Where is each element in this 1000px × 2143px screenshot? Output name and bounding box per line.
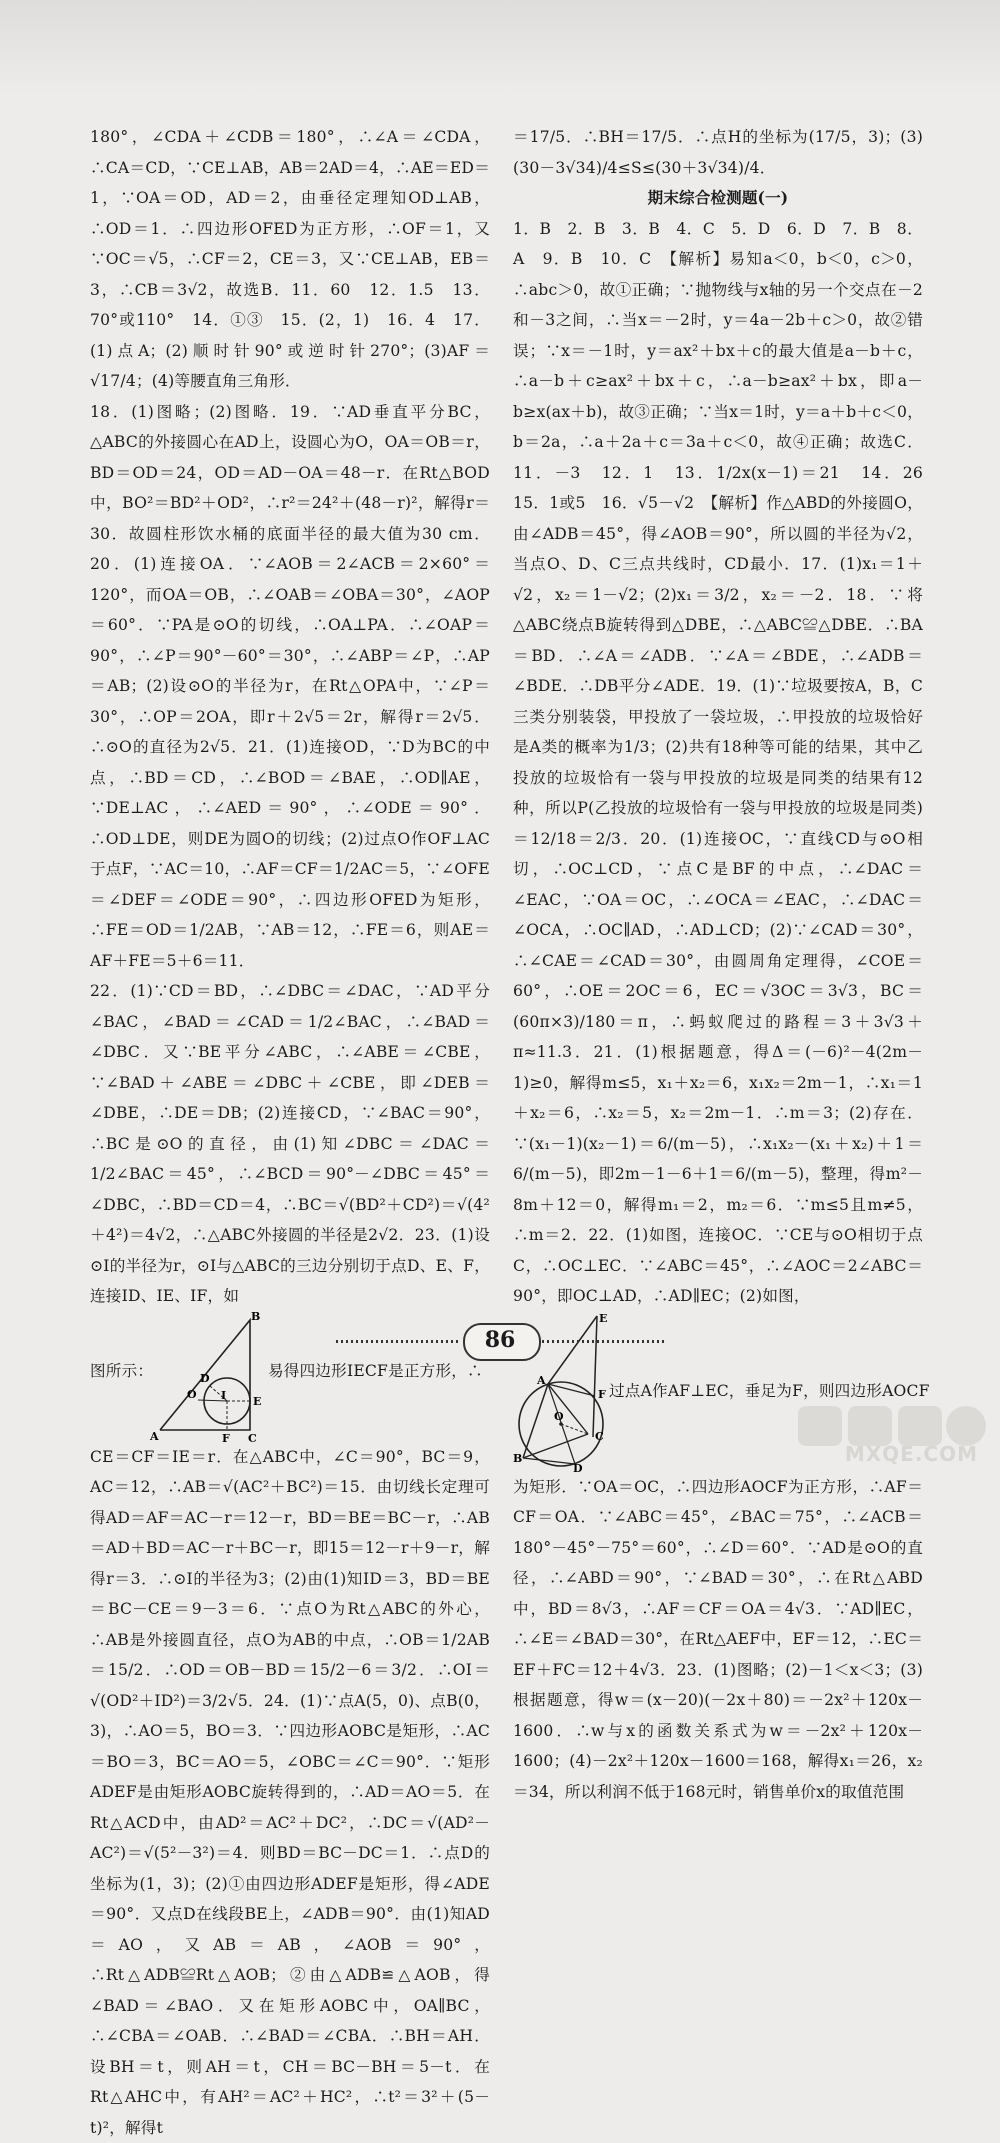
fig2-label-D: D — [573, 1462, 583, 1475]
section-heading: 期末综合检测题(一) — [513, 183, 923, 214]
fig1-label-E: E — [253, 1395, 262, 1408]
left-paragraph-1: 180°，∠CDA＋∠CDB＝180°，∴∠A＝∠CDA，∴CA＝CD，∵CE⊥AB，AB＝2AD＝4，∴AE＝ED＝1，∵OA＝OD，AD＝2，由垂径定理知OD⊥AB，∴OD＝1．∴四边形OFED为正方形，∴OF＝1，又∵OC＝√5，∴CF＝2，CE＝3，又∵CE⊥AB，EB＝3，∴CB＝3√2，故选B．11．60 12．1.5 13．70°或110° 14．①③ 15．(2，1) 16．4 17．(1)点A；(2)顺时针90°或逆时针270°；(3)AF＝√17/4；(4)等腰直角三角形． — [90, 122, 490, 397]
fig2-label-O: O — [554, 1410, 564, 1423]
fig1-label-I: I — [221, 1389, 226, 1402]
fig2-label-C: C — [595, 1430, 604, 1443]
left-paragraph-4: CE＝CF＝IE＝r．在△ABC中，∠C＝90°，BC＝9，AC＝12，∴AB＝√(AC²＋BC²)＝15．由切线长定理可得AD＝AF＝AC－r＝12－r，BD＝BE＝BC－r，∴AB＝AD＋BD＝AC－r＋BC－r，即15＝12－r＋9－r，解得r＝3．∴⊙I的半径为3；(2)由(1)知ID＝3，BD＝BE＝BC－CE＝9－3＝6．∵点O为Rt△ABC的外心，∴AB是外接圆直径，点O为AB的中点，∴OB＝1/2AB＝15/2．∴OD＝OB－BD＝15/2－6＝3/2．∴OI＝√(OD²＋ID²)＝3/2√5．24．(1)∵点A(5，0)、点B(0，3)，∴AO＝5，BO＝3．∵四边形AOBC是矩形，∴AC＝BO＝3，BC＝AO＝5，∠OBC＝∠C＝90°．∵矩形ADEF是由矩形AOBC旋转得到的，∴AD＝AO＝5．在Rt△ACD中，由AD²＝AC²＋DC²，∴DC＝√(AD²－AC²)＝√(5²－3²)＝4．则BD＝BC－DC＝1．∴点D的坐标为(1，3)；(2)①由四边形ADEF是矩形，得∠ADE＝90°．又点D在线段BE上，∠ADB＝90°．由(1)知AD＝AO，又AB＝AB，∠AOB＝90°，∴Rt△ADB≌Rt△AOB；②由△ADB≌△AOB，得∠BAD＝∠BAO．又在矩形AOBC中，OA∥BC，∴∠CBA＝∠OAB．∴∠BAD＝∠CBA．∴BH＝AH．设BH＝t，则AH＝t，CH＝BC－BH＝5－t．在Rt△AHC中，有AH²＝AC²＋HC²，∴t²＝3²＋(5－t)²，解得t — [90, 1442, 490, 2143]
left-paragraph-2: 18．(1)图略；(2)图略．19．∵AD垂直平分BC，△ABC的外接圆心在AD上，设圆心为O，OA＝OB＝r，BD＝OD＝24，OD＝AD－OA＝48－r．在Rt△BOD中，BO²＝BD²＋OD²，∴r²＝24²＋(48－r)²，解得r＝30．故圆柱形饮水桶的底面半径的最大值为30 cm．20．(1)连接OA．∵∠AOB＝2∠ACB＝2×60°＝120°，而OA＝OB，∴∠OAB＝∠OBA＝30°，∠AOP＝60°．∵PA是⊙O的切线，∴OA⊥PA．∴∠OAP＝90°，∴∠P＝90°－60°＝30°，∴∠ABP＝∠P，∴AP＝AB；(2)设⊙O的半径为r，在Rt△OPA中，∵∠P＝30°，∴OP＝2OA，即r＋2√5＝2r，解得r＝2√5．∴⊙O的直径为2√5．21．(1)连接OD，∵D为BC的中点，∴BD＝CD，∴∠BOD＝∠BAE，∴OD∥AE，∵DE⊥AC，∴∠AED＝90°，∴∠ODE＝90°．∴OD⊥DE，则DE为圆O的切线；(2)过点O作OF⊥AC于点F，∵AC＝10，∴AF＝CF＝1/2AC＝5，∵∠OFE＝∠DEF＝∠ODE＝90°，∴四边形OFED为矩形，∴FE＝OD＝1/2AB，∵AB＝12，∴FE＝6，则AE＝AF＋FE＝5＋6＝11． — [90, 397, 490, 977]
fig2-label-A: A — [536, 1374, 546, 1387]
fig2-label-F: F — [598, 1388, 606, 1401]
footer-ornament-right — [542, 1340, 664, 1343]
fig1-label-C: C — [248, 1432, 257, 1445]
page-number: 86 — [460, 1322, 540, 1358]
right-paragraph-2: 1．B 2．B 3．B 4．C 5．D 6．D 7．B 8．A 9．B 10．C 【解析】易知a＜0，b＜0，c＞0，∴abc＞0，故①正确；∵抛物线与x轴的另一个交点在－2和－3之间，∴当x＝－2时，y＝4a－2b＋c＞0，故②错误；∵x＝－1时，y＝ax²＋bx＋c的最大值是a－b＋c，∴a－b＋c≥ax²＋bx＋c，∴a－b≥ax²＋bx，即a－b≥x(ax＋b)，故③正确；∵当x＝1时，y＝a＋b＋c＜0，b＝2a，∴a＋2a＋c＝3a＋c＜0，故④正确；故选C．11．－3 12．1 13．1/2x(x－1)＝21 14．26 15．1或5 16．√5－√2 【解析】作△ABD的外接圆O，由∠ADB＝45°，得∠AOB＝90°，所以圆的半径为√2，当点O、D、C三点共线时，CD最小．17．(1)x₁＝1＋√2，x₂＝1－√2；(2)x₁＝3/2，x₂＝－2．18．∵将△ABC绕点B旋转得到△DBE，∴△ABC≌△DBE．∴BA＝BD．∴∠A＝∠ADB．∵∠A＝∠BDE，∴∠ADB＝∠BDE．∴DB平分∠ADE．19．(1)∵垃圾要按A，B，C三类分别装袋，甲投放了一袋垃圾，∴甲投放的垃圾恰好是A类的概率为1/3；(2)共有18种等可能的结果，其中乙投放的垃圾恰有一袋与甲投放的垃圾是同类的结果有12种，所以P(乙投放的垃圾恰有一袋与甲投放的垃圾是同类)＝12/18＝2/3．20．(1)连接OC，∵直线CD与⊙O相切，∴OC⊥CD，∵点C是BF的中点，∴∠DAC＝∠EAC，∵OA＝OC，∴∠OCA＝∠EAC，∴∠DAC＝∠OCA，∴OC∥AD，∴AD⊥CD；(2)∵∠CAD＝30°，∴∠CAE＝∠CAD＝30°，由圆周角定理得，∠COE＝60°，∴OE＝2OC＝6，EC＝√3OC＝3√3，BC＝(60π×3)/180＝π，∴蚂蚁爬过的路程＝3＋3√3＋π≈11.3．21．(1)根据题意，得Δ＝(－6)²－4(2m－1)≥0，解得m≤5，x₁＋x₂＝6，x₁x₂＝2m－1，∴x₁＝1＋x₂＝6，∴x₂＝5，x₂＝2m－1．∴m＝3；(2)存在．∵(x₁－1)(x₂－1)＝6/(m－5)，∴x₁x₂－(x₁＋x₂)＋1＝6/(m－5)，即2m－1－6＋1＝6/(m－5)，整理，得m²－8m＋12＝0，解得m₁＝2，m₂＝6．∵m≤5且m≠5，∴m＝2．22．(1)如图，连接OC．∵CE与⊙O相切于点C，∴OC⊥EC．∵∠ABC＝45°，∴∠AOC＝2∠ABC＝90°，即OC⊥AD，∴AD∥EC；(2)如图， — [513, 214, 923, 1312]
figure-following-text-right: 过点A作AF⊥EC，垂足为F，则四边形AOCF — [609, 1376, 930, 1407]
fig1-label-F: F — [222, 1432, 230, 1445]
figure-following-text: 易得四边形IECF是正方形，∴ — [268, 1356, 483, 1387]
left-paragraph-3: 22．(1)∵CD＝BD，∴∠DBC＝∠DAC，∵AD平分∠BAC，∠BAD＝∠CAD＝1/2∠BAC，∴∠BAD＝∠DBC．又∵BE平分∠ABC，∴∠ABE＝∠CBE，∵∠BAD＋∠ABE＝∠DBC＋∠CBE，即∠DEB＝∠DBE，∴DE＝DB；(2)连接CD，∵∠BAC＝90°，∴BC是⊙O的直径，由(1)知∠DBC＝∠DAC＝1/2∠BAC＝45°，∴∠BCD＝90°－∠DBC＝45°＝∠DBC，∴BD＝CD＝4，∴BC＝√(BD²＋CD²)＝√(4²＋4²)＝4√2，∴△ABC外接圆的半径是2√2．23．(1)设⊙I的半径为r，⊙I与△ABC的三边分别切于点D、E、F，连接ID、IE、IF，如 — [90, 976, 490, 1312]
fig2-label-B: B — [513, 1452, 523, 1465]
figure-intro-label: 图所示： — [90, 1356, 153, 1387]
fig1-label-A: A — [149, 1430, 159, 1443]
page-top-shading — [0, 0, 1000, 95]
fig1-label-D: D — [200, 1372, 210, 1385]
right-paragraph-3: 为矩形．∵OA＝OC，∴四边形AOCF为正方形，∴AF＝CF＝OA．∵∠ABC＝45°，∠BAC＝75°，∴∠ACB＝180°－45°－75°＝60°，∴∠D＝60°．∵AD是⊙O的直径，∴∠ABD＝90°，∵∠BAD＝30°，∴在Rt△ABD中，BD＝8√3，∴AF＝CF＝OA＝4√3．∵AD∥EC，∴∠E＝∠BAD＝30°，在Rt△AEF中，EF＝12，∴EC＝EF＋FC＝12＋4√3．23．(1)图略；(2)－1＜x＜3；(3)根据题意，得w＝(x－20)(－2x＋80)＝－2x²＋120x－1600．∴w与x的函数关系式为w＝－2x²＋120x－1600；(4)－2x²＋120x－1600＝168，解得x₁＝26，x₂＝34，所以利润不低于168元时，销售单价x的取值范围 — [513, 1472, 923, 1808]
fig1-label-B: B — [251, 1310, 261, 1323]
fig1-label-O: O — [187, 1388, 197, 1401]
footer-ornament-left — [336, 1340, 458, 1343]
watermark-text: MXQE.COM — [0, 1442, 1000, 1466]
right-column — [513, 122, 923, 1807]
left-column — [90, 122, 490, 2143]
fig2-label-E: E — [599, 1312, 608, 1325]
right-paragraph-1: ＝17/5．∴BH＝17/5．∴点H的坐标为(17/5，3)；(3)(30－3√34)/4≤S≤(30＋3√34)/4． — [513, 122, 923, 183]
